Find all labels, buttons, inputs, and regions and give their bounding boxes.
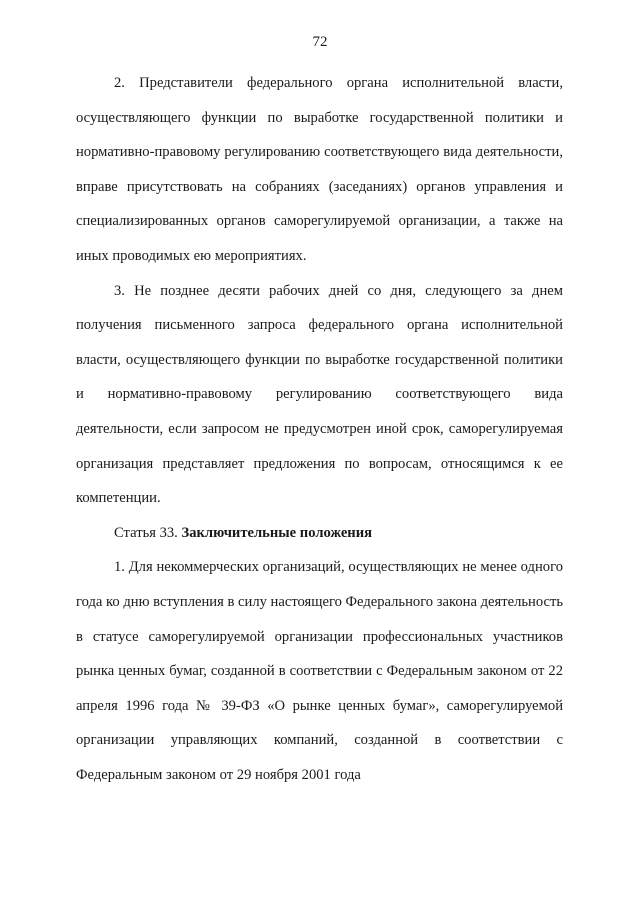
document-body	[76, 66, 563, 792]
article-label: Статья 33.	[114, 524, 178, 541]
paragraph-3: 3. Не позднее десяти рабочих дней со дня, следующего за днем получения письменного запроса федерального органа исполнительной власти, осуществляющего функции по выработке государственной политики и нормативно-правовому регулированию соответствующего вида деятельности, если запросом не предусмотрен иной срок, саморегулируемая организация представляет предложения по вопросам, относящимся к ее компетенции.	[76, 282, 563, 507]
paragraph-2: 2. Представители федерального органа исполнительной власти, осуществляющего функции по выработке государственной политики и нормативно-правовому регулированию соответствующего вида деятельности, вправе присутствовать на собраниях (заседаниях) органов управления и специализированных органов саморегулируемой организации, а также на иных проводимых ею мероприятиях.	[76, 75, 563, 264]
page-number: 72	[312, 34, 328, 50]
article-heading	[76, 516, 563, 551]
article-paragraph-1: 1. Для некоммерческих организаций, осуществляющих не менее одного года ко дню вступления в силу настоящего Федерального закона деятельность в статусе саморегулируемой организации профессиональных участников рынка ценных бумаг, созданной в соответствии с Федеральным законом от 22 апреля 1996 года № 39-ФЗ «О рынке ценных бумаг», саморегулируемой организации управляющих компаний, созданной в соответствии с Федеральным законом от 29 ноября 2001 года	[76, 559, 563, 783]
article-title: Заключительные положения	[181, 524, 373, 541]
